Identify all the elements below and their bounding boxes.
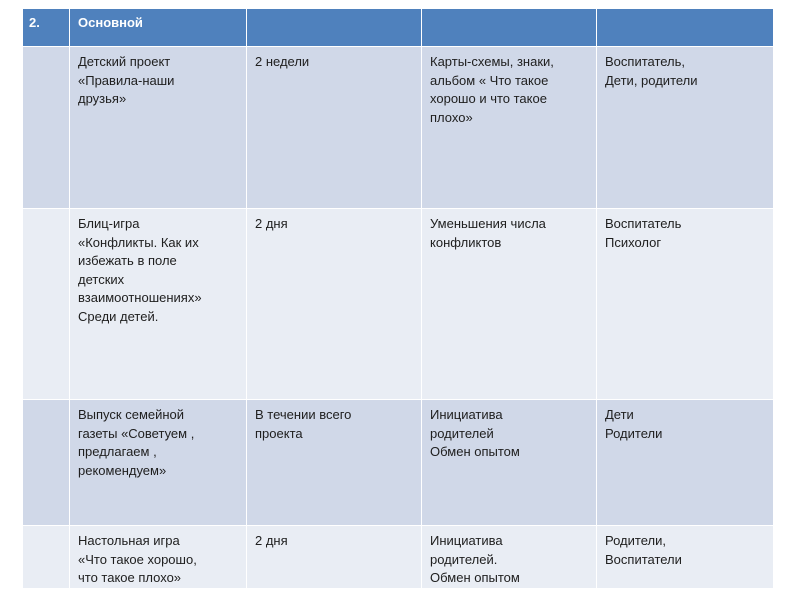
event-cell: Выпуск семейной газеты «Советуем , предлагаем , рекомендуем» (70, 400, 247, 526)
result-cell: Инициатива родителей Обмен опытом (422, 400, 597, 526)
event-cell: Настольная игра «Что такое хорошо, что такое плохо» (70, 526, 247, 589)
row-number-cell (23, 526, 70, 589)
table-row (23, 209, 774, 400)
responsible-cell: Родители, Воспитатели (597, 526, 774, 589)
duration-cell: В течении всего проекта (247, 400, 422, 526)
duration-cell: 2 недели (247, 47, 422, 209)
row-number-cell (23, 209, 70, 400)
table-row (23, 526, 774, 589)
row-number-cell (23, 400, 70, 526)
event-cell: Блиц-игра «Конфликты. Как их избежать в поле детских взаимоотношениях» Среди детей. (70, 209, 247, 400)
result-cell: Уменьшения числа конфликтов (422, 209, 597, 400)
project-plan-table (22, 8, 774, 589)
table-row (23, 47, 774, 209)
header-cell-empty (597, 9, 774, 47)
stage-number-cell: 2. (23, 9, 70, 47)
responsible-cell: Дети Родители (597, 400, 774, 526)
stage-title-cell: Основной (70, 9, 247, 47)
result-cell: Карты-схемы, знаки, альбом « Что такое хорошо и что такое плохо» (422, 47, 597, 209)
responsible-cell: Воспитатель Психолог (597, 209, 774, 400)
header-cell-empty (422, 9, 597, 47)
row-number-cell (23, 47, 70, 209)
duration-cell: 2 дня (247, 526, 422, 589)
responsible-cell: Воспитатель, Дети, родители (597, 47, 774, 209)
table-row (23, 400, 774, 526)
event-cell: Детский проект «Правила-наши друзья» (70, 47, 247, 209)
duration-cell: 2 дня (247, 209, 422, 400)
header-cell-empty (247, 9, 422, 47)
table-header-row (23, 9, 774, 47)
result-cell: Инициатива родителей. Обмен опытом (422, 526, 597, 589)
